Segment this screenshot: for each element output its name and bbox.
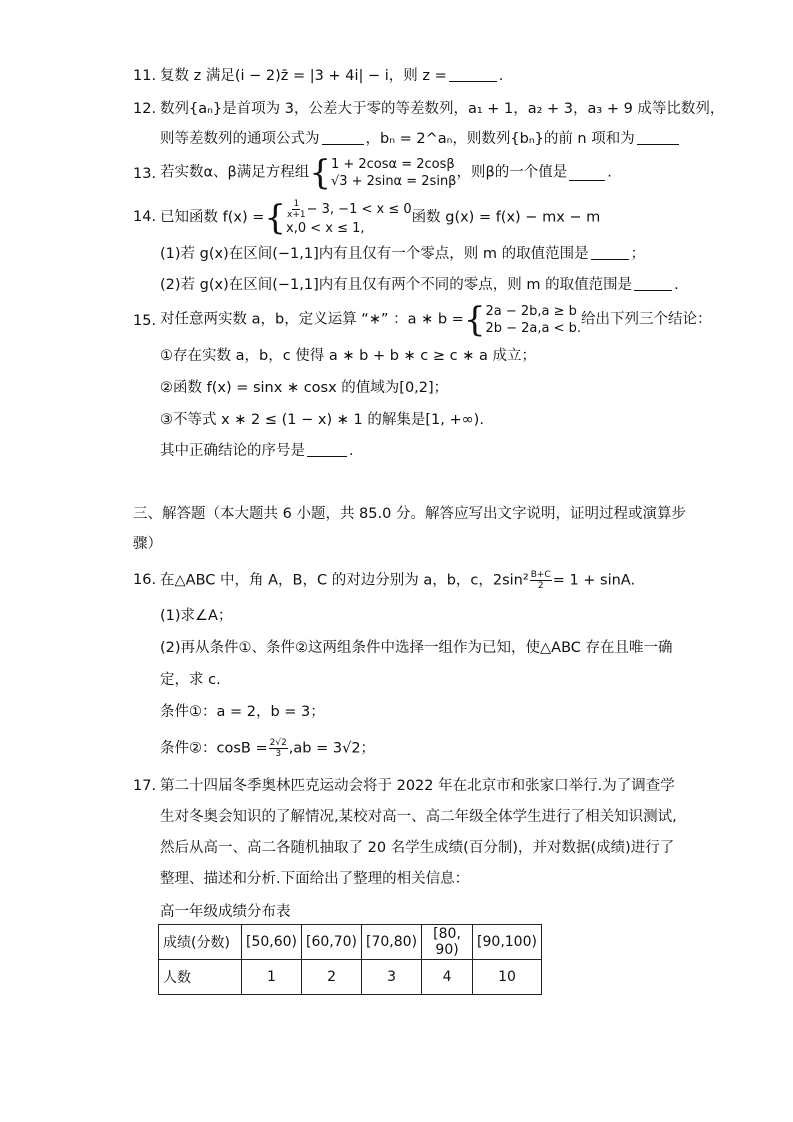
q16-cond2-post: ,ab = 3√2； [288,740,376,757]
q16-post: = 1 + sinA. [552,572,636,589]
q14-sub1 [160,244,645,264]
q14-frac-den: x+1 [287,210,306,220]
q11-statement: 复数 z 满足(i − 2)z̄ = |3 + 4i| − i，则 z = [160,68,447,84]
q14-post: 函数 g(x) = f(x) − mx − m [411,209,601,226]
q14-fraction [287,199,306,220]
q16-sub1: (1)求∠A； [160,608,233,624]
q16-condition1: 条件①：a = 2，b = 3； [160,704,325,720]
q15-ask [160,441,354,461]
q15-cases [485,303,581,337]
q16-cond2-fraction [269,738,288,759]
q13-eq2: √3 + 2sinα = 2sinβ [330,174,457,189]
q16-pre: 在△ABC 中，角 A，B，C 的对边分别为 a，b，c，2sin² [160,572,529,589]
q17-number: 17. [133,778,157,794]
q15-ask-text: 其中正确结论的序号是 [160,443,305,459]
q12-line2 [160,129,681,149]
q17-line3: 然后从高一、高二各随机抽取了 20 名学生成绩(百分制)，并对数据(成绩)进行了 [160,840,675,856]
q16-cond2-pre: 条件②：cosB = [160,740,268,757]
q14-piece2: x,0 < x ≤ 1, [286,221,365,236]
q17-line4: 整理、描述和分析.下面给出了整理的相关信息： [160,871,470,887]
table-header-row [159,925,542,960]
q12-blank-2 [637,130,679,145]
q16-condition2 [160,738,375,759]
table-cell: 1 [242,960,302,995]
q17-table-title: 高一年级成绩分布表 [160,904,291,920]
q16-sub2-line2: 定，求 c. [160,672,221,688]
q15-item1: ①存在实数 a，b，c 使得 a ∗ b + b ∗ c ≥ c ∗ a 成立； [160,348,536,364]
q16-cond2-den: 3 [275,749,282,759]
q15-number: 15. [133,313,157,329]
q12-line2a: 则等差数列的通项公式为 [160,131,320,147]
q14-text [160,199,600,237]
table-header-cell: 成绩(分数) [159,925,242,960]
q14-blank-2 [634,276,672,291]
table-row [159,960,542,995]
score-distribution-table [158,924,542,995]
q14-brace: { [264,198,287,238]
q17-line1: 第二十四届冬季奥林匹克运动会将于 2022 年在北京市和张家口举行.为了调查学 [160,778,675,794]
q14-sub2-end: . [674,277,679,293]
q16-frac-num: B+C [530,570,551,580]
q13-eq1: 1 + 2cosα = 2cosβ [330,157,455,172]
table-header-cell: [60,70) [302,925,362,960]
q16-fraction [530,570,552,591]
table-cell: 2 [302,960,362,995]
q14-sub2-text: (2)若 g(x)在区间(−1,1]内有且仅有两个不同的零点，则 m 的取值范围是 [160,277,633,293]
q16-cond2-num: 2√2 [269,738,287,748]
q13-text [160,153,612,193]
q17-line2: 生对冬奥会知识的了解情况,某校对高一、高二年级全体学生进行了相关知识测试, [160,809,677,825]
table-cell: 4 [422,960,473,995]
table-header-cell: [90,100) [473,925,542,960]
q15-post: 给出下列三个结论： [581,311,712,328]
q11-text [160,66,503,86]
q16-frac-den: 2 [537,581,544,591]
q13-period: . [607,164,612,181]
q13-number: 13. [133,166,157,182]
q12-line1: 数列{aₙ}是首项为 3，公差大于零的等差数列，a₁ + 1，a₂ + 3，a₃ + 9 成等比数列， [160,101,725,117]
q15-case2: 2b − 2a,a < b. [485,321,582,336]
q12-line2b: ，bₙ = 2^aₙ，则数列{bₙ}的前 n 项和为 [365,131,635,147]
q14-sub1-text: (1)若 g(x)在区间(−1,1]内有且仅有一个零点，则 m 的取值范围是 [160,246,589,262]
q12-number: 12. [133,101,157,117]
q14-blank-1 [591,245,629,260]
q14-frac-num: 1 [293,199,300,209]
q15-text [160,300,712,340]
q14-piecewise [286,199,412,237]
section3-heading-line1: 三、解答题（本大题共 6 小题，共 85.0 分。解答应写出文字说明，证明过程或演算步 [133,506,686,522]
q13-answer-blank [569,166,605,181]
table-cell: 10 [473,960,542,995]
q13-brace: { [309,153,331,193]
table-header-cell: [80, 90) [422,925,473,960]
q15-pre: 对任意两实数 a，b，定义运算 “∗” ：a ∗ b = [160,311,464,328]
q15-ask-end: . [349,443,354,459]
q14-piece1: − 3, −1 < x ≤ 0 [306,202,412,217]
q13-system [331,156,457,190]
q14-sub1-end: ； [630,246,646,262]
q12-blank-1 [322,130,364,145]
q15-item3: ③不等式 x ∗ 2 ≤ (1 − x) ∗ 1 的解集是[1, +∞). [160,412,484,428]
q11-period: . [498,68,504,84]
q16-sub2-line1: (2)再从条件①、条件②这两组条件中选择一组作为已知，使△ABC 存在且唯一确 [160,640,673,656]
section3-heading-line2: 骤） [133,536,162,552]
q13-post: ，则β的一个值是 [456,164,568,181]
q11-number: 11. [133,68,157,84]
q15-case1: 2a − 2b,a ≥ b [485,304,577,319]
q15-answer-blank [307,442,347,457]
table-cell: 3 [362,960,422,995]
table-header-cell: [50,60) [242,925,302,960]
q14-pre: 已知函数 f(x) = [160,209,265,226]
q13-pre: 若实数α、β满足方程组 [160,164,310,181]
q14-number: 14. [133,209,157,225]
q16-number: 16. [133,572,157,588]
table-header-cell: [70,80) [362,925,422,960]
table-cell: 人数 [159,960,242,995]
q15-brace: { [463,300,486,340]
q15-item2: ②函数 f(x) = sinx ∗ cosx 的值域为[0,2]； [160,380,449,396]
q11-answer-blank [449,67,497,82]
q14-sub2 [160,275,679,295]
q16-statement [160,570,635,591]
